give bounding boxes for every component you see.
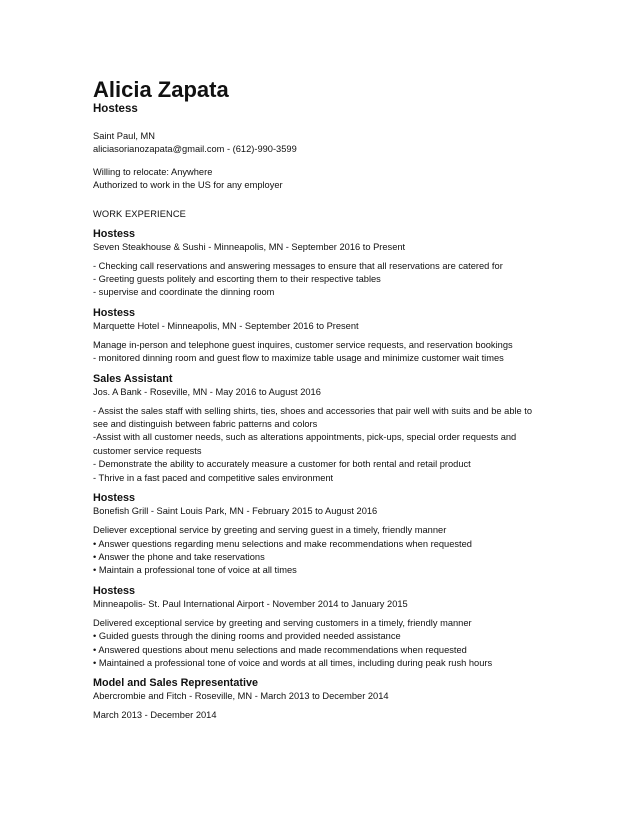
job-description-line: March 2013 - December 2014 — [93, 710, 217, 721]
job-entry — [93, 227, 553, 300]
job-title: Model and Sales Representative — [93, 677, 259, 690]
job-description-line: • Guided guests through the dining rooms and provided needed assistance — [93, 631, 401, 642]
relocation-note: Willing to relocate: Anywhere — [93, 166, 213, 177]
job-description — [93, 339, 553, 366]
job-title: Hostess — [93, 227, 136, 240]
job-title: Hostess — [93, 306, 136, 319]
job-entry — [93, 584, 553, 671]
section-title-work-experience: WORK EXPERIENCE — [93, 208, 186, 219]
job-title: Hostess — [93, 492, 136, 505]
job-entry — [93, 372, 553, 485]
job-employer-location-dates: Jos. A Bank - Roseville, MN - May 2016 to August 2016 — [93, 386, 321, 397]
candidate-name: Alicia Zapata — [93, 77, 229, 102]
job-title: Hostess — [93, 584, 136, 597]
job-description-line: • Answered questions about menu selections and made recommendations when requested — [93, 644, 467, 655]
job-employer-location-dates: Seven Steakhouse & Sushi - Minneapolis, MN - September 2016 to Present — [93, 241, 406, 252]
job-description-line: Manage in-person and telephone guest inquires, customer service requests, and reservation bookings — [93, 339, 513, 350]
job-description — [93, 260, 553, 300]
job-description-line: - monitored dinning room and guest flow to maximize table usage and minimize customer wait times — [93, 353, 504, 364]
job-description-line: - Thrive in a fast paced and competitive sales environment — [93, 472, 334, 483]
job-description-line: - Greeting guests politely and escorting them to their respective tables — [93, 274, 381, 285]
job-description — [93, 524, 553, 578]
candidate-title: Hostess — [93, 103, 138, 115]
job-description-line: • Maintain a professional tone of voice at all times — [93, 565, 297, 576]
job-employer-location-dates: Bonefish Grill - Saint Louis Park, MN - February 2015 to August 2016 — [93, 506, 378, 517]
job-description-line: - Demonstrate the ability to accurately measure a customer for both rental and retail product — [93, 459, 471, 470]
job-description-line: see and distinguish between fabric patterns and colors — [93, 419, 318, 430]
job-description-line: - supervise and coordinate the dinning room — [93, 287, 275, 298]
job-description-line: customer service requests — [93, 445, 202, 456]
contact-info: aliciasorianozapata@gmail.com - (612)-990-3599 — [93, 144, 297, 155]
resume-page — [93, 78, 553, 729]
work-authorization: Authorized to work in the US for any employer — [93, 180, 283, 191]
job-description — [93, 709, 553, 722]
job-description-line: • Answer questions regarding menu selections and make recommendations when requested — [93, 538, 472, 549]
job-description-line: • Answer the phone and take reservations — [93, 551, 265, 562]
job-description-line: Deliever exceptional service by greeting and serving guest in a timely, friendly manner — [93, 525, 447, 536]
job-employer-location-dates: Marquette Hotel - Minneapolis, MN - September 2016 to Present — [93, 320, 359, 331]
job-title: Sales Assistant — [93, 372, 173, 385]
job-entry — [93, 676, 553, 722]
location: Saint Paul, MN — [93, 131, 156, 141]
job-description-line: - Assist the sales staff with selling shirts, ties, shoes and accessories that pair well with suits and be able to — [93, 405, 533, 416]
job-list — [93, 227, 553, 723]
job-description — [93, 617, 553, 671]
job-description-line: Delivered exceptional service by greeting and serving customers in a timely, friendly manner — [93, 617, 472, 628]
job-description-line: - Checking call reservations and answering messages to ensure that all reservations are catered for — [93, 260, 503, 271]
job-description-line: • Maintained a professional tone of voice and words at all times, including during peak rush hours — [93, 657, 493, 668]
job-employer-location-dates: Abercrombie and Fitch - Roseville, MN - March 2013 to December 2014 — [93, 691, 389, 702]
job-entry — [93, 306, 553, 366]
job-entry — [93, 491, 553, 578]
job-description-line: -Assist with all customer needs, such as alterations appointments, pick-ups, special order requests and — [93, 432, 517, 443]
job-employer-location-dates: Minneapolis- St. Paul International Airport - November 2014 to January 2015 — [93, 598, 408, 609]
job-description — [93, 405, 553, 485]
